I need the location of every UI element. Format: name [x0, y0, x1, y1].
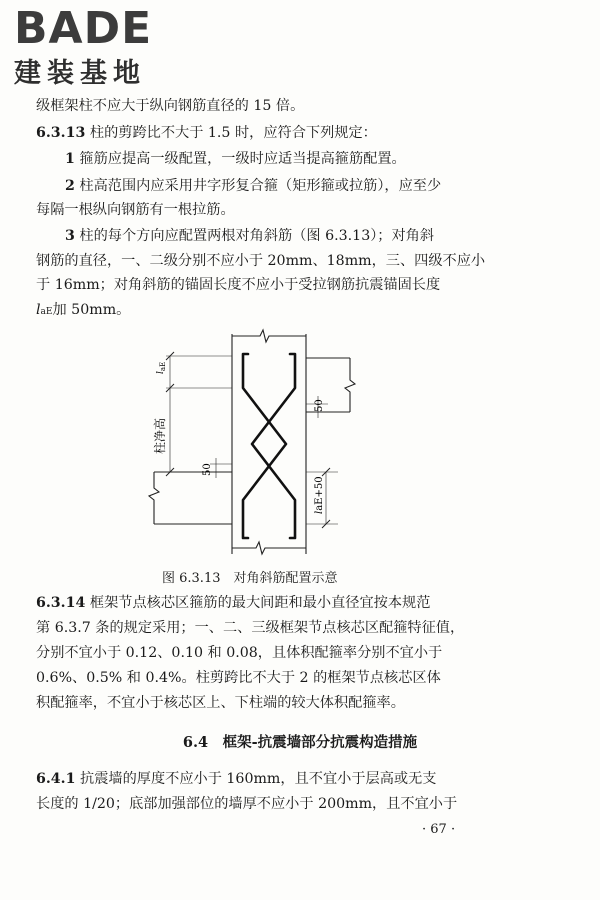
item-2 — [65, 176, 441, 196]
text-line: 钢筋的直径，一、二级分别不应小于 20mm、18mm，三、四级不应小 — [36, 253, 486, 269]
item-text: 柱的每个方向应配置两根对角斜筋（图 6.3.13）；对角斜 — [79, 228, 435, 244]
text-rest: 加 50mm。 — [52, 302, 131, 318]
text-line: 分别不宜小于 0.12、0.10 和 0.08，且体积配箍率分别不宜小于 — [36, 645, 443, 661]
left-beam-break — [149, 472, 159, 524]
item-text: 柱高范围内应采用井字形复合箍（矩形箍或拉筋），应至少 — [79, 178, 442, 194]
logo-brand: BADE — [14, 3, 153, 54]
clause-6-4-1 — [36, 769, 436, 789]
diagonal-rebar-right — [252, 354, 295, 538]
symbol-l: l — [36, 302, 41, 318]
text-line: 长度的 1/20；底部加强部位的墙厚不应小于 200mm，且不宜小于 — [36, 796, 458, 812]
text-line: 级框架柱不应大于纵向钢筋直径的 15 倍。 — [36, 98, 305, 114]
text-line — [36, 300, 130, 322]
diagonal-rebar-left — [243, 354, 286, 538]
page-number: · 67 · — [422, 822, 456, 837]
item-3 — [65, 226, 434, 246]
section-heading: 6.4 框架-抗震墙部分抗震构造措施 — [182, 734, 418, 751]
clause-6-3-13 — [36, 123, 377, 143]
text-line: 积配箍率，不宜小于核芯区上、下柱端的较大体积配箍率。 — [36, 695, 405, 711]
label-lae-plus-50: laE+50 — [314, 476, 325, 514]
clause-text: 抗震墙的厚度不应小于 160mm，且不宜小于层高或无支 — [80, 771, 437, 787]
text-line: 0.6%、0.5% 和 0.4%。柱剪跨比不大于 2 的框架节点核芯区体 — [36, 670, 441, 686]
clause-number: 6.3.13 — [36, 125, 86, 141]
label-lae-top: $l_{aE}$ — [156, 361, 167, 374]
diagonal-rebar-diagram — [148, 326, 368, 562]
item-1 — [65, 149, 406, 169]
item-number: 1 — [65, 151, 75, 167]
item-text: 箍筋应提高一级配置，一级时应适当提高箍筋配置。 — [79, 151, 406, 167]
label-50-left: 50 — [202, 463, 213, 476]
clause-6-3-14 — [36, 593, 430, 613]
label-50-right: 50 — [314, 399, 325, 412]
figure-caption: 图 6.3.13 对角斜筋配置示意 — [162, 571, 338, 586]
text-line: 每隔一根纵向钢筋有一根拉筋。 — [36, 202, 235, 218]
top-break-line — [232, 330, 306, 342]
item-number: 3 — [65, 228, 75, 244]
right-beam-break — [345, 358, 355, 412]
clause-number: 6.4.1 — [36, 771, 76, 787]
text-line: 第 6.3.7 条的规定采用；一、二、三级框架节点核芯区配箍特征值， — [36, 620, 465, 636]
clause-text: 框架节点核芯区箍筋的最大间距和最小直径宜按本规范 — [89, 595, 431, 611]
bottom-break-line — [232, 542, 306, 554]
text-line: 于 16mm；对角斜筋的锚固长度不应小于受拉钢筋抗震锚固长度 — [36, 277, 441, 293]
label-column-clear-height: 柱净高 — [153, 417, 167, 454]
logo — [14, 3, 153, 90]
symbol-subscript: aE — [40, 307, 53, 317]
item-number: 2 — [65, 178, 75, 194]
clause-text: 柱的剪跨比不大于 1.5 时，应符合下列规定： — [89, 125, 377, 141]
logo-subtitle: 建装基地 — [14, 58, 146, 89]
clause-number: 6.3.14 — [36, 595, 86, 611]
